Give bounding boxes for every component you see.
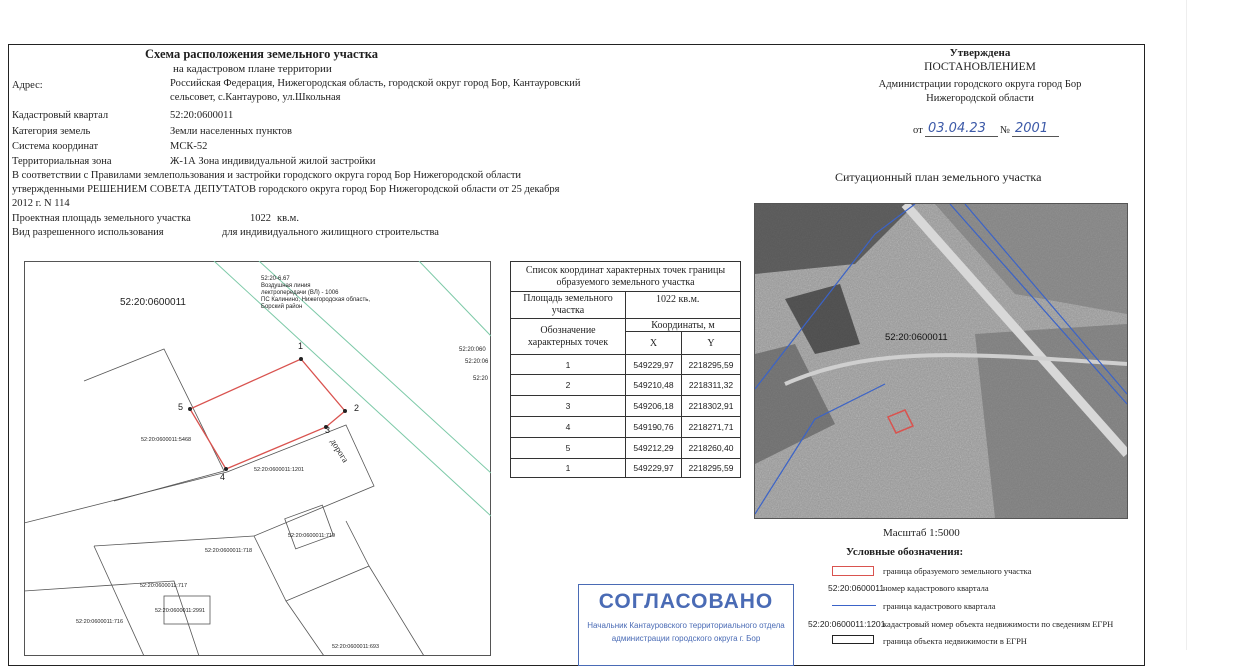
address-value-line2: сельсовет, с.Кантаурово, ул.Школьная — [170, 92, 341, 103]
legend-quarter-code: 52:20:0600011 — [828, 583, 885, 593]
legend-red-swatch — [832, 566, 874, 576]
stamp-title: СОГЛАСОВАНО — [598, 590, 774, 613]
row-point: 1 — [511, 459, 626, 478]
table-title-line1: Список координат характерных точек границы — [525, 264, 726, 276]
row-x: 549212,29 — [626, 438, 682, 459]
table-title-line2: образуемого земельного участка — [556, 276, 695, 288]
vertex-1 — [299, 357, 303, 361]
row-y: 2218311,32 — [682, 375, 741, 396]
legend-item-parcel: граница образуемого земельного участка — [883, 566, 1032, 576]
date-underline — [925, 136, 998, 137]
aerial-photo — [754, 203, 1128, 519]
legend-item-object-border: граница объекта недвижимости в ЕГРН — [883, 636, 1027, 646]
parcel-718-label: 52:20:0600011:718 — [205, 548, 252, 554]
row-point: 1 — [511, 355, 626, 375]
powerline-label — [261, 276, 370, 311]
table-y-header: Y — [682, 332, 741, 355]
approval-num-prefix: № — [1000, 125, 1011, 136]
row-point: 4 — [511, 417, 626, 438]
powerline-label-line4: ПС Калинино, Нижегородская область, — [261, 297, 371, 303]
green-line-3 — [419, 261, 491, 336]
system-value: МСК-52 — [170, 141, 208, 152]
row-x: 549229,97 — [626, 459, 682, 478]
area-unit: кв.м. — [277, 213, 299, 224]
quarter-label: Кадастровый квартал — [12, 110, 109, 121]
parcel-717-label: 52:20:0600011:717 — [140, 583, 187, 589]
parcel-line-b — [94, 546, 144, 656]
vertex-5 — [188, 407, 192, 411]
cut-label-1: 52:20:060 — [459, 347, 486, 353]
point-5-label: 5 — [178, 402, 184, 412]
map-quarter-label: 52:20:0600011 — [120, 297, 186, 308]
parcel-2991-label: 52:20:0600011:2991 — [155, 608, 206, 614]
row-y: 2218302,91 — [682, 396, 741, 417]
zone-value: Ж-1А Зона индивидуальной жилой застройки — [170, 156, 376, 167]
rules-line1: В соответствии с Правилами землепользования и застройки городского округа город Бор Нижегородской области — [12, 170, 522, 181]
table-area-label-line2: участка — [551, 305, 585, 316]
table-row — [511, 355, 741, 375]
document-subtitle: на кадастровом плане территории — [173, 63, 332, 75]
point-1-label: 1 — [298, 341, 304, 351]
row-y: 2218271,71 — [682, 417, 741, 438]
row-y: 2218260,40 — [682, 438, 741, 459]
approval-stamp — [578, 584, 794, 666]
address-label: Адрес: — [12, 80, 43, 91]
scale-label: Масштаб 1:5000 — [883, 527, 960, 539]
powerline-label-line2: Воздушная линия — [261, 283, 311, 289]
parcel-bottom-label: 52:20:0600011:693 — [332, 644, 379, 650]
approval-date-handwritten: 03.04.23 — [928, 121, 986, 136]
approval-date-prefix: от — [913, 125, 923, 136]
map-frame — [25, 262, 491, 656]
row-y: 2218295,59 — [682, 355, 741, 375]
table-row — [511, 459, 741, 478]
system-label: Система координат — [12, 141, 99, 152]
legend-item-object-number: кадастровый номер объекта недвижимости по сведениям ЕГРН — [883, 619, 1114, 629]
area-value: 1022 — [250, 213, 271, 224]
building-719 — [285, 505, 334, 549]
parcel-716-label: 52:20:0600011:716 — [76, 619, 123, 625]
legend-title: Условные обозначения: — [846, 546, 964, 558]
legend-black-swatch — [832, 635, 874, 644]
table-title-cell — [511, 262, 741, 292]
stamp-line2: администрации городского округа г. Бор — [611, 634, 761, 643]
row-x: 549206,18 — [626, 396, 682, 417]
point-3-label: 3 — [325, 425, 331, 435]
category-label: Категория земель — [12, 126, 91, 137]
village-area — [975, 324, 1127, 518]
parcel-719-label: 52:20:0600011:719 — [288, 533, 335, 539]
powerline-label-line3: лектропередачи (ВЛ) - 1006 — [261, 290, 339, 296]
photo-quarter-label: 52:20:0600011 — [885, 332, 948, 343]
zone-label: Территориальная зона — [12, 156, 112, 167]
cut-label-3: 52:20 — [473, 376, 489, 382]
rules-line2: утвержденными РЕШЕНИЕМ СОВЕТА ДЕПУТАТОВ городского округа город Бор Нижегородской области от 25 декабря — [12, 184, 560, 195]
address-value-line1: Российская Федерация, Нижегородская область, городской округ город Бор, Кантауровский — [170, 78, 581, 89]
vertex-4 — [224, 467, 228, 471]
area-label: Проектная площадь земельного участка — [12, 213, 191, 224]
row-y: 2218295,59 — [682, 459, 741, 478]
table-points-header — [511, 319, 626, 355]
road-label: дорога — [328, 437, 351, 465]
table-row — [511, 375, 741, 396]
table-area-label-line1: Площадь земельного — [523, 293, 613, 304]
approval-line1: Утверждена — [949, 47, 1011, 59]
table-area-label-cell — [511, 292, 626, 319]
row-x: 549229,97 — [626, 355, 682, 375]
powerline-label-line1: 52:20-6.67 — [261, 276, 290, 282]
table-x-header: X — [626, 332, 682, 355]
legend-item-quarter-border: граница кадастрового квартала — [883, 601, 996, 611]
quarter-value: 52:20:0600011 — [170, 110, 234, 121]
situation-plan-title: Ситуационный план земельного участка — [835, 170, 1042, 184]
table-coords-header: Координаты, м — [626, 319, 741, 332]
legend-blue-line — [832, 605, 876, 606]
parcel-line-a — [24, 472, 227, 523]
row-x: 549210,48 — [626, 375, 682, 396]
stamp-line1: Начальник Кантауровского территориального отдела — [587, 621, 785, 630]
use-value: для индивидуального жилищного строительства — [222, 227, 439, 238]
rules-line3: 2012 г. N 114 — [12, 198, 70, 209]
aerial-photo-svg — [755, 204, 1127, 518]
point-4-label: 4 — [220, 472, 226, 482]
use-label: Вид разрешенного использования — [12, 227, 164, 238]
formed-parcel-boundary — [190, 359, 345, 469]
coordinates-table — [510, 261, 741, 478]
powerline-label-line5: Борский район — [261, 304, 303, 310]
num-underline — [1012, 136, 1059, 137]
approval-line3: Администрации городского округа город Бор — [878, 79, 1082, 90]
parcel-line-c — [94, 536, 254, 546]
vertex-2 — [343, 409, 347, 413]
approval-line2: ПОСТАНОВЛЕНИЕМ — [924, 61, 1036, 73]
table-row — [511, 438, 741, 459]
legend-object-code: 52:20:0600011:1201 — [808, 619, 886, 629]
point-2-label: 2 — [354, 403, 360, 413]
parcel-line-e — [286, 601, 324, 656]
row-x: 549190,76 — [626, 417, 682, 438]
document-title: Схема расположения земельного участка — [145, 47, 378, 61]
cadastral-map-svg — [24, 261, 491, 656]
table-points-header-line1: Обозначение — [540, 324, 596, 336]
parcel-1201-label: 52:20:0600011:1201 — [254, 467, 305, 473]
cut-label-2: 52:20:06 — [465, 359, 489, 365]
parcel-line-f — [369, 566, 424, 656]
cadastral-map — [24, 261, 491, 656]
scan-edge-line — [1186, 0, 1187, 650]
table-area-value: 1022 кв.м. — [626, 292, 741, 319]
approval-num-handwritten: 2001 — [1015, 121, 1049, 136]
category-value: Земли населенных пунктов — [170, 126, 292, 137]
table-points-header-line2: характерных точек — [527, 336, 609, 348]
table-row — [511, 396, 741, 417]
legend-item-quarter-number: номер кадастрового квартала — [883, 583, 989, 593]
row-point: 2 — [511, 375, 626, 396]
row-point: 3 — [511, 396, 626, 417]
approval-line4: Нижегородской области — [926, 93, 1034, 104]
parcel-5468-label: 52:20:0600011:5468 — [141, 437, 192, 443]
row-point: 5 — [511, 438, 626, 459]
parcel-1201-outline — [227, 425, 374, 536]
table-row — [511, 417, 741, 438]
